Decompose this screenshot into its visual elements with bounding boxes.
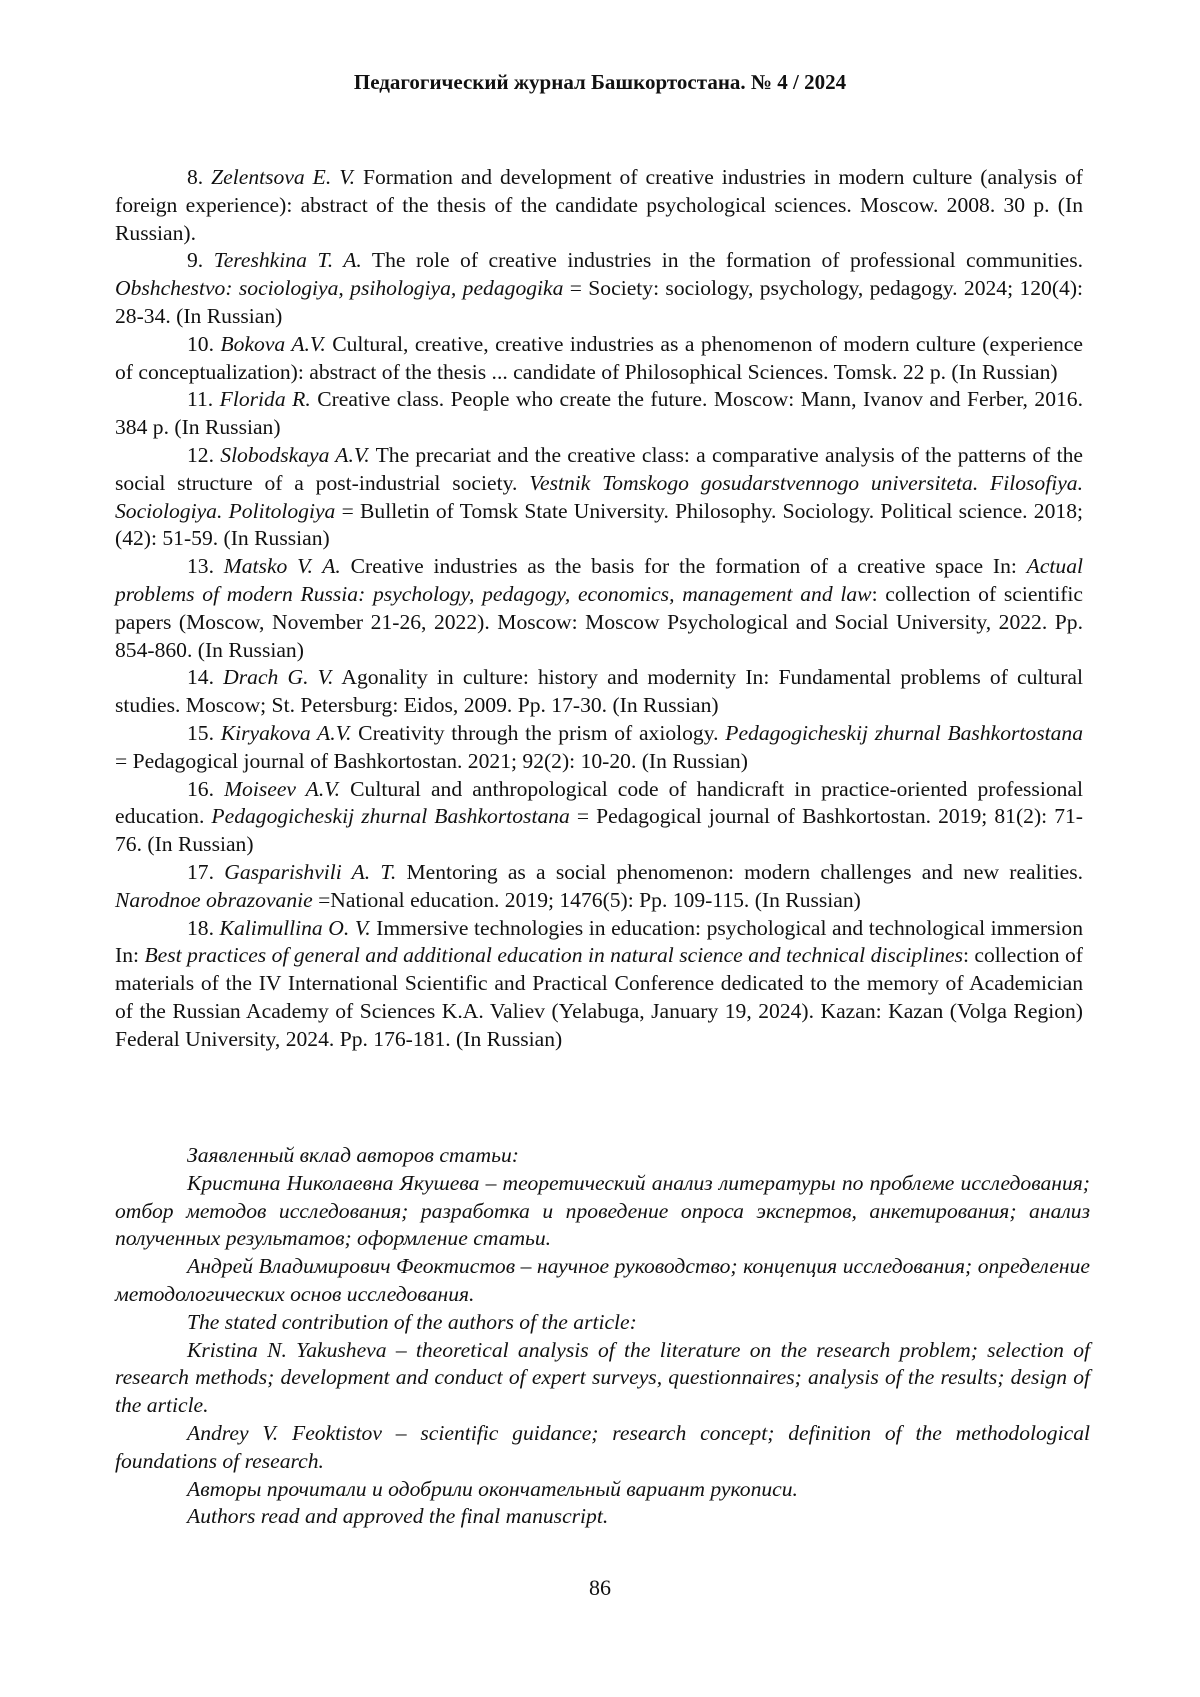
reference-source-title: Best practices of general and additional education in natural science and technical disciplines — [144, 943, 963, 968]
reference-item — [115, 720, 1083, 776]
author-contributions — [115, 1142, 1090, 1531]
reference-text: Creativity through the prism of axiology. — [351, 720, 726, 745]
journal-header: Педагогический журнал Башкортостана. № 4 / 2024 — [353, 70, 847, 94]
contribution-line: Authors read and approved the final manuscript. — [187, 1504, 609, 1529]
reference-text: Immersive technologies in education: psychological and technological immersion In: — [115, 915, 1084, 968]
reference-item — [115, 859, 1083, 915]
reference-number: 17. — [187, 859, 225, 884]
page-number: 86 — [589, 1575, 611, 1600]
reference-text: The role of creative industries in the formation of professional communities. — [361, 248, 1084, 273]
reference-item — [115, 164, 1083, 247]
reference-author: Bokova A.V. — [220, 331, 326, 356]
reference-text: Mentoring as a social phenomenon: modern challenges and new realities. — [396, 859, 1084, 884]
reference-number: 10. — [187, 331, 221, 356]
reference-source-title: Pedagogicheskij zhurnal Bashkortostana — [725, 720, 1084, 745]
reference-item — [115, 442, 1083, 553]
reference-text: Cultural and anthropological code of handicraft in practice-oriented professional education. — [115, 776, 1084, 829]
reference-author: Drach G. V. — [223, 665, 334, 690]
contribution-line: Заявленный вклад авторов статьи: — [187, 1143, 519, 1167]
contribution-line: Кристина Николаевна Якушева – теоретический анализ литературы по проблеме исследования; отбор методов исследования; разработка и проведение опроса экспертов, анкетирования; анализ полученных результатов; оформление статьи. — [115, 1170, 1090, 1251]
reference-text: : collection of materials of the IV International Scientific and Practical Conference dedicated to the memory of Academician of the Russian Academy of Sciences K.A. Valiev (Yelabuga, January 19, 2024). Kazan: Kazan (Volga Region) Federal University, 2024. Pp. 176-181. (In Russian) — [115, 943, 1083, 1051]
reference-number: 11. — [187, 387, 220, 412]
reference-text: =National education. 2019; 1476(5): Pp. 109-115. (In Russian) — [312, 887, 861, 912]
reference-text: Creative class. People who create the future. Moscow: Mann, Ivanov and Ferber, 2016. 384 p. (In Russian) — [115, 387, 1083, 440]
reference-source-title: Narodnoe obrazovanie — [115, 887, 313, 912]
reference-author: Kiryakova A.V. — [220, 720, 352, 745]
reference-item — [115, 664, 1083, 720]
reference-text: Creative industries as the basis for the formation of a creative space In: — [340, 554, 1027, 579]
reference-text: : collection of scientific papers (Moscow, November 21-26, 2022). Moscow: Moscow Psychological and Social University, 2022. Pp. 854-860. (In Russian) — [115, 581, 1084, 662]
reference-item — [115, 776, 1083, 859]
contribution-line: Kristina N. Yakusheva – theoretical analysis of the literature on the research problem; selection of research methods; development and conduct of expert surveys, questionnaires; analysis of the results; design of the article. — [115, 1337, 1090, 1418]
reference-author: Zelentsova E. V. — [211, 165, 356, 189]
reference-number: 13. — [187, 554, 224, 579]
reference-text: Agonality in culture: history and modernity In: Fundamental problems of cultural studies. Moscow; St. Petersburg: Eidos, 2009. Pp. 17-30. (In Russian) — [115, 665, 1083, 718]
reference-text: = Pedagogical journal of Bashkortostan. 2021; 92(2): 10-20. (In Russian) — [115, 748, 748, 773]
contribution-line: Андрей Владимирович Феоктистов – научное руководство; концепция исследования; определение методологических основ исследования. — [115, 1254, 1090, 1306]
reference-number: 16. — [187, 776, 225, 801]
contribution-line: Andrey V. Feoktistov – scientific guidance; research concept; definition of the methodological foundations of research. — [115, 1420, 1090, 1473]
reference-number: 8. — [187, 165, 212, 189]
reference-item — [115, 331, 1083, 387]
reference-text: = Society: sociology, psychology, pedagogy. 2024; 120(4): 28-34. (In Russian) — [115, 276, 1084, 328]
reference-item — [115, 553, 1083, 664]
reference-item — [115, 915, 1083, 1054]
reference-author: Matsko V. A. — [223, 554, 341, 579]
reference-item — [115, 247, 1083, 330]
reference-author: Tereshkina T. A. — [213, 248, 362, 273]
reference-number: 9. — [187, 248, 214, 273]
reference-number: 12. — [187, 442, 221, 467]
contribution-line: Авторы прочитали и одобрили окончательный вариант рукописи. — [187, 1476, 798, 1501]
reference-text: = Bulletin of Tomsk State University. Philosophy. Sociology. Political science. 2018; (42): 51-59. (In Russian) — [115, 498, 1083, 551]
reference-author: Slobodskaya A.V. — [220, 442, 370, 467]
reference-author: Moiseev A.V. — [224, 776, 341, 801]
reference-text: The precariat and the creative class: a comparative analysis of the patterns of the social structure of a post-industrial society. — [115, 442, 1084, 495]
reference-author: Gasparishvili A. T. — [224, 859, 397, 884]
reference-list — [115, 164, 1083, 1054]
reference-source-title: Pedagogicheskij zhurnal Bashkortostana — [211, 804, 570, 829]
reference-number: 14. — [187, 665, 224, 690]
reference-author: Florida R. — [219, 387, 311, 412]
reference-source-title: Vestnik Tomskogo gosudarstvennogo universiteta. Filosofiya. Sociologiya. Politologiya — [115, 470, 1083, 523]
contribution-line: The stated contribution of the authors of the article: — [187, 1309, 637, 1334]
reference-text: Cultural, creative, creative industries as a phenomenon of modern culture (experience of conceptualization): abstract of the thesis ... candidate of Philosophical Sciences. Tomsk. 22 p. (In Russian) — [115, 331, 1084, 384]
reference-author: Kalimullina O. V. — [219, 915, 371, 940]
reference-text: = Pedagogical journal of Bashkortostan. 2019; 81(2): 71-76. (In Russian) — [115, 804, 1083, 857]
reference-number: 18. — [187, 915, 220, 940]
reference-source-title: Actual problems of modern Russia: psychology, pedagogy, economics, management and law — [115, 554, 1084, 606]
reference-number: 15. — [187, 720, 221, 745]
reference-source-title: Obshchestvo: sociologiya, psihologiya, pedagogika — [115, 276, 564, 301]
reference-text: Formation and development of creative industries in modern culture (analysis of foreign experience): abstract of the thesis of the candidate psychological sciences. Moscow. 2008. 30 p. (In Russian). — [115, 165, 1083, 245]
reference-item — [115, 386, 1083, 442]
